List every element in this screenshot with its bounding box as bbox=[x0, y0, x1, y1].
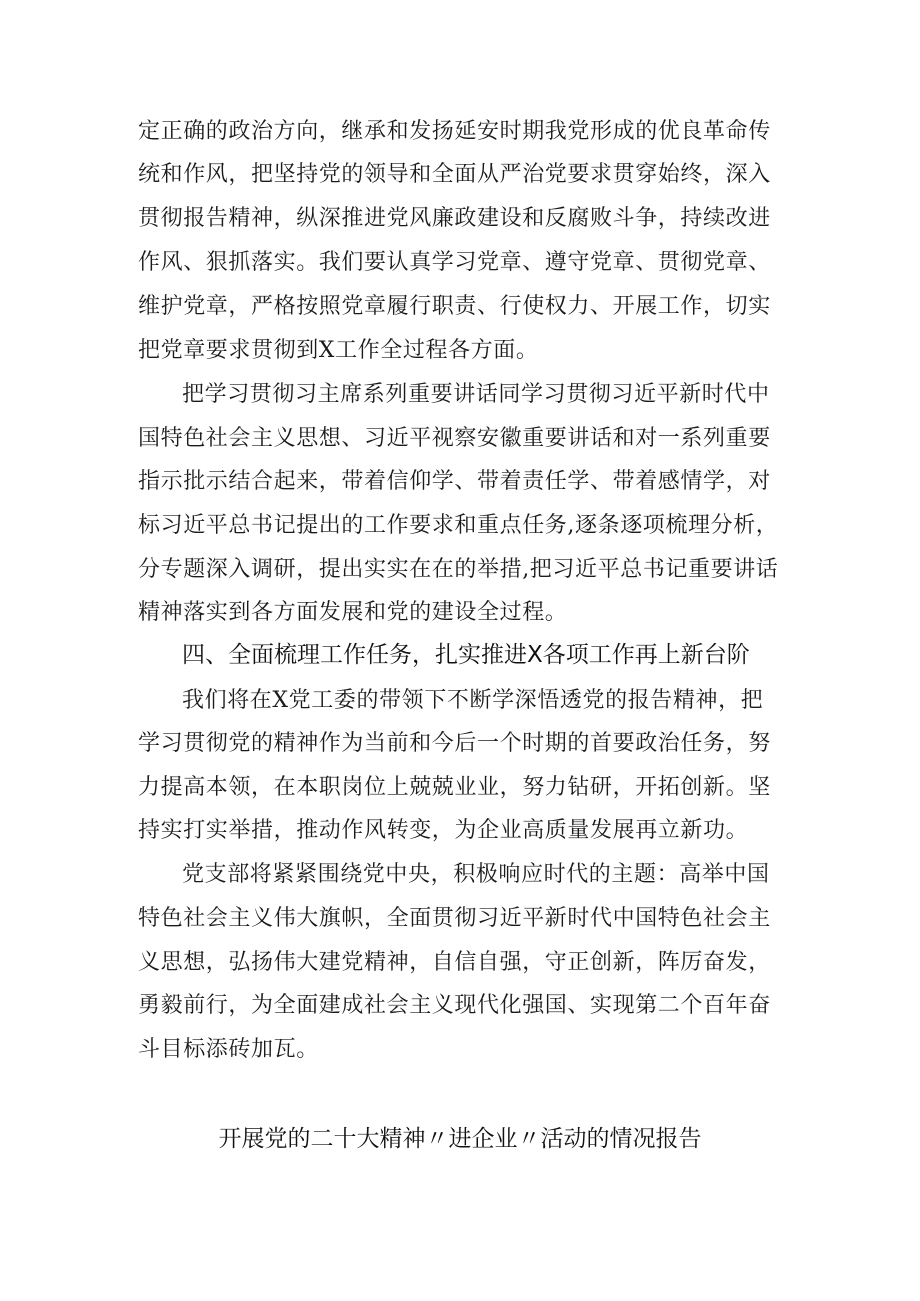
paragraph-line: 我们将在X党工委的带领下不断学深悟透党的报告精神，把 bbox=[182, 688, 764, 713]
paragraph-line: 维护党章，严格按照党章履行职责、行使权力、开展工作，切实 bbox=[138, 294, 771, 319]
paragraph-line: 学习贯彻党的精神作为当前和今后一个时期的首要政治任务，努 bbox=[138, 731, 771, 756]
paragraph-line: 国特色社会主义思想、习近平视察安徽重要讲话和对一系列重要 bbox=[138, 426, 771, 451]
paragraph-line: 把学习贯彻习主席系列重要讲话同学习贯彻习近平新时代中 bbox=[182, 382, 770, 407]
paragraph-line: 标习近平总书记提出的工作要求和重点任务,逐条逐项梳理分析， bbox=[138, 513, 779, 538]
paragraph-line: 分专题深入调研，提出实实在在的举措,把习近平总书记重要讲话 bbox=[138, 557, 779, 582]
paragraph-line: 定正确的政治方向，继承和发扬延安时期我党形成的优良革命传 bbox=[138, 119, 771, 144]
paragraph-line: 把党章要求贯彻到X工作全过程各方面。 bbox=[138, 338, 539, 363]
paragraph-line: 党支部将紧紧围绕党中央，积极响应时代的主题：高举中国 bbox=[182, 862, 770, 887]
paragraph-line: 作风、狠抓落实。我们要认真学习党章、遵守党章、贯彻党章、 bbox=[138, 250, 771, 275]
section-heading: 四、全面梳理工作任务，扎实推进X各项工作再上新台阶 bbox=[182, 642, 750, 668]
paragraph-line: 持实打实举措，推动作风转变，为企业高质量发展再立新功。 bbox=[138, 818, 749, 843]
paragraph-line: 力提高本领，在本职岗位上兢兢业业，努力钻研，开拓创新。坚 bbox=[138, 775, 771, 800]
paragraph-line: 精神落实到各方面发展和党的建设全过程。 bbox=[138, 600, 568, 625]
paragraph-line: 特色社会主义伟大旗帜，全面贯彻习近平新时代中国特色社会主 bbox=[138, 906, 771, 931]
paragraph-line: 义思想，弘扬伟大建党精神，自信自强，守正创新，阵厉奋发， bbox=[138, 950, 771, 975]
paragraph-line: 统和作风，把坚持党的领导和全面从严治党要求贯穿始终，深入 bbox=[138, 162, 771, 187]
paragraph-line: 指示批示结合起来，带着信仰学、带着责任学、带着感情学，对 bbox=[138, 469, 771, 494]
paragraph-line: 斗目标添砖加瓦。 bbox=[138, 1037, 319, 1062]
paragraph-line: 勇毅前行，为全面建成社会主义现代化强国、实现第二个百年奋 bbox=[138, 993, 771, 1018]
paragraph-line: 贯彻报告精神，纵深推进党风廉政建设和反腐败斗争，持续改进 bbox=[138, 206, 771, 231]
next-article-title: 开展党的二十大精神〃进企业〃活动的情况报告 bbox=[218, 1126, 702, 1152]
